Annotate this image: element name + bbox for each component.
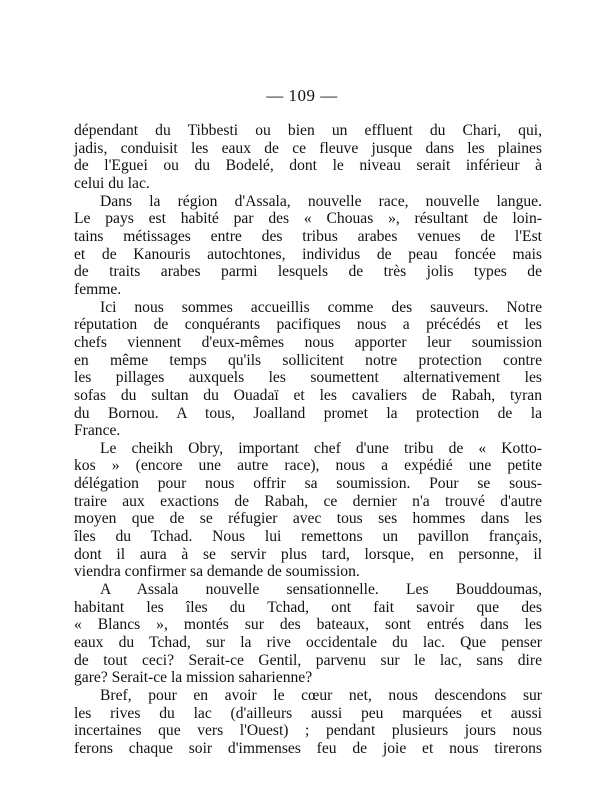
text-line: dont il aura à se servir plus tard, lorsque, en personne, il: [74, 545, 542, 563]
text-line: viendra confirmer sa demande de soumission.: [74, 563, 360, 581]
text-line: chefs viennent d'eux-mêmes nous apporter leur soumission: [74, 333, 542, 351]
text-line: les rives du lac (d'ailleurs aussi peu marquées et aussi: [74, 704, 542, 722]
text-line: les pillages auxquels les soumettent alternativement les: [74, 369, 542, 387]
text-line: sofas du sultan du Ouadaï et les cavaliers de Rabah, tyran: [74, 386, 542, 404]
text-line: réputation de conquérants pacifiques nous a précédés et les: [74, 316, 542, 334]
paragraph: [74, 581, 542, 687]
text-line: ferons chaque soir d'immenses feu de joie et nous tirerons: [74, 739, 542, 757]
text-line: en même temps qu'ils sollicitent notre protection contre: [74, 351, 542, 369]
text-line: France.: [74, 422, 121, 440]
text-line: de traits arabes parmi lesquels de très jolis types de: [74, 263, 542, 281]
text-line: Ici nous sommes accueillis comme des sauveurs. Notre: [100, 298, 542, 316]
paragraph: [74, 122, 542, 193]
body-text: [74, 122, 542, 758]
paragraph: [74, 687, 542, 758]
text-line: kos » (encore une autre race), nous a expédié une petite: [74, 457, 542, 475]
text-line: Le pays est habité par des « Chouas », résultant de loin-: [74, 210, 542, 228]
text-line: du Bornou. A tous, Joalland promet la protection de la: [74, 404, 542, 422]
text-line: de l'Eguei ou du Bodelé, dont le niveau serait inférieur à: [74, 157, 542, 175]
text-line: traire aux exactions de Rabah, ce dernier n'a trouvé d'autre: [74, 492, 542, 510]
text-line: eaux du Tchad, sur la rive occidentale du lac. Que penser: [74, 634, 542, 652]
text-line: celui du lac.: [74, 174, 150, 192]
text-line: incertaines que vers l'Ouest) ; pendant plusieurs jours nous: [74, 722, 542, 740]
text-line: Le cheikh Obry, important chef d'une tribu de « Kotto-: [100, 439, 542, 457]
text-line: « Blancs », montés sur des bateaux, sont entrés dans les: [74, 616, 542, 634]
text-line: Dans la région d'Assala, nouvelle race, nouvelle langue.: [100, 192, 542, 210]
text-line: de tout ceci? Serait-ce Gentil, parvenu sur le lac, sans dire: [74, 651, 542, 669]
text-line: moyen que de se réfugier avec tous ses hommes dans les: [74, 510, 542, 528]
paragraph: [74, 299, 542, 440]
text-line: gare? Serait-ce la mission saharienne?: [74, 669, 313, 687]
text-line: et de Kanouris autochtones, individus de peau foncée mais: [74, 245, 542, 263]
text-line: jadis, conduisit les eaux de ce fleuve jusque dans les plaines: [74, 139, 542, 157]
text-line: habitant les îles du Tchad, ont fait savoir que des: [74, 598, 542, 616]
text-line: dépendant du Tibbesti ou bien un effluent du Chari, qui,: [74, 122, 542, 139]
text-line: femme.: [74, 280, 122, 298]
text-line: A Assala nouvelle sensationnelle. Les Bouddoumas,: [100, 581, 542, 599]
text-line: Bref, pour en avoir le cœur net, nous descendons sur: [100, 687, 542, 704]
text-line: délégation pour nous offrir sa soumission. Pour se sous-: [74, 475, 542, 493]
text-line: tains métissages entre des tribus arabes venues de l'Est: [74, 227, 542, 245]
paragraph: [74, 193, 542, 299]
paragraph: [74, 440, 542, 581]
page-number: — 109 —: [266, 86, 338, 105]
text-line: îles du Tchad. Nous lui remettons un pavillon français,: [74, 528, 542, 546]
